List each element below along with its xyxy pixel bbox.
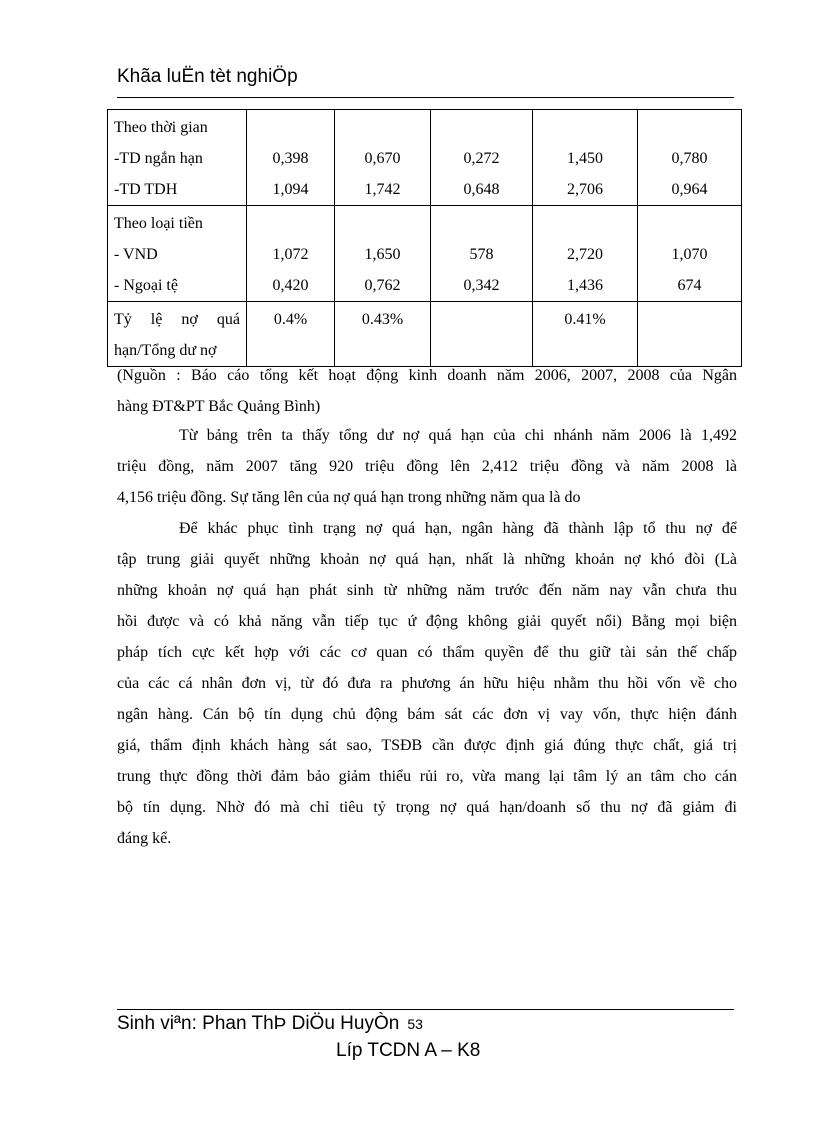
table-cell — [335, 206, 431, 302]
text-line: những khoản nợ quá hạn phát sinh từ những năm trước đến năm nay vẫn chưa thu — [117, 582, 737, 599]
table-cell — [431, 206, 533, 302]
cell-value: 1,436 — [567, 277, 603, 294]
source-note — [117, 360, 737, 422]
cell-value: 2,720 — [567, 246, 603, 263]
text-line: đáng kể. — [117, 830, 172, 847]
page-number: 53 — [407, 1016, 423, 1032]
student-name: Sinh viªn: Phan ThÞ DiÖu HuyÒn — [117, 1013, 400, 1034]
cell-value: 0,780 — [671, 150, 708, 167]
cell-value: 1,094 — [272, 181, 309, 198]
cell-value — [437, 304, 526, 335]
paragraph-2 — [117, 513, 737, 854]
source-line: (Nguồn : Báo cáo tổng kết hoạt động kinh doanh năm 2006, 2007, 2008 của Ngân — [117, 367, 737, 384]
text-line: bộ tín dụng. Nhờ đó mà chỉ tiêu tỷ trọng nợ quá hạn/doanh số thu nợ đã giảm đi — [117, 799, 737, 816]
text-line: pháp tích cực kết hợp với các cơ quan có thẩm quyền để thu giữ tài sản thế chấp — [117, 644, 737, 661]
table-cell — [247, 206, 335, 302]
header-divider — [117, 97, 734, 98]
row-label — [108, 206, 247, 302]
cell-value: 0.41% — [564, 311, 606, 328]
table-cell — [247, 110, 335, 206]
text-line: 4,156 triệu đồng. Sự tăng lên của nợ quá hạn trong những năm qua là do — [117, 489, 581, 506]
text-line: trung thực đồng thời đảm bảo giảm thiểu rủi ro, vừa mang lại tâm lý an tâm cho cán — [117, 768, 737, 785]
cell-value: 0,420 — [272, 277, 309, 294]
row-label-text: - VND — [114, 246, 158, 263]
cell-value: 0,342 — [463, 277, 500, 294]
table-row — [108, 110, 742, 206]
ratio-label-line: hạn/Tổng dư nợ — [114, 342, 217, 359]
cell-value: 0,670 — [364, 150, 401, 167]
row-label — [108, 302, 247, 367]
table-cell — [638, 206, 742, 302]
text-line: giá, thẩm định khách hàng sát sao, TSĐB cần được định giá đúng thực chất, giá trị — [117, 737, 737, 754]
table-cell — [335, 302, 431, 367]
group-title: Theo thời gian — [114, 119, 208, 136]
source-line: hàng ĐT&PT Bắc Quảng Bình) — [117, 398, 321, 415]
cell-value: 0,398 — [272, 150, 309, 167]
row-label-text: -TD ngắn hạn — [114, 150, 203, 167]
cell-value: 1,650 — [364, 246, 401, 263]
text-line: của các cá nhân đơn vị, từ đó đưa ra phương án hữu hiệu nhằm thu hồi vốn về cho — [117, 675, 737, 692]
cell-value: 1,450 — [567, 150, 603, 167]
cell-value: 0,762 — [364, 277, 401, 294]
ratio-label-line: Tỷ lệ nợ quá — [114, 311, 240, 328]
footer-student-name — [117, 1013, 423, 1035]
table-cell — [533, 302, 638, 367]
table-cell — [638, 302, 742, 367]
text-line: ngân hàng. Cán bộ tín dụng chủ động bám sát các đơn vị vay vốn, thực hiện đánh — [117, 706, 737, 723]
cell-value: 2,706 — [567, 181, 603, 198]
group-title: Theo loại tiền — [114, 215, 203, 232]
cell-value: 578 — [469, 246, 494, 263]
table-cell — [533, 110, 638, 206]
table-row — [108, 302, 742, 367]
cell-value: 1,072 — [272, 246, 309, 263]
table-cell — [335, 110, 431, 206]
text-line: tập trung giải quyết những khoản nợ quá hạn, nhất là những khoản nợ khó đòi (Là — [117, 551, 737, 568]
cell-value: 0,272 — [463, 150, 500, 167]
table-cell — [638, 110, 742, 206]
cell-value: 0.4% — [273, 311, 308, 328]
text-line: Để khác phục tình trạng nợ quá hạn, ngân hàng đã thành lập tổ thu nợ để — [179, 520, 737, 537]
row-label — [108, 110, 247, 206]
cell-value: 1,742 — [364, 181, 401, 198]
text-line: Từ bảng trên ta thấy tổng dư nợ quá hạn của chi nhánh năm 2006 là 1,492 — [179, 427, 737, 444]
cell-value: 0,648 — [463, 181, 500, 198]
table-cell — [247, 302, 335, 367]
footer-divider — [117, 1009, 734, 1010]
cell-value: 1,070 — [671, 246, 708, 263]
table-cell — [431, 302, 533, 367]
table-cell — [533, 206, 638, 302]
cell-value: 0.43% — [361, 311, 404, 328]
row-label-text: -TD TDH — [114, 181, 178, 198]
footer-class-label: Líp TCDN A – K8 — [336, 1040, 481, 1061]
debt-table — [107, 109, 742, 367]
text-line: hồi được và có khả năng vẫn tiếp tục ứ động không giải quyết nổi) Bằng mọi biện — [117, 613, 737, 630]
cell-value: 0,964 — [671, 181, 708, 198]
table-cell — [431, 110, 533, 206]
text-line: triệu đồng, năm 2007 tăng 920 triệu đồng lên 2,412 triệu đồng và năm 2008 là — [117, 458, 737, 475]
cell-value — [644, 304, 735, 335]
table-row — [108, 206, 742, 302]
paragraph-1 — [117, 420, 737, 513]
cell-value: 674 — [677, 277, 702, 294]
page-header-title: Khãa luËn tèt nghiÖp — [117, 66, 298, 87]
row-label-text: - Ngoại tệ — [114, 277, 178, 294]
